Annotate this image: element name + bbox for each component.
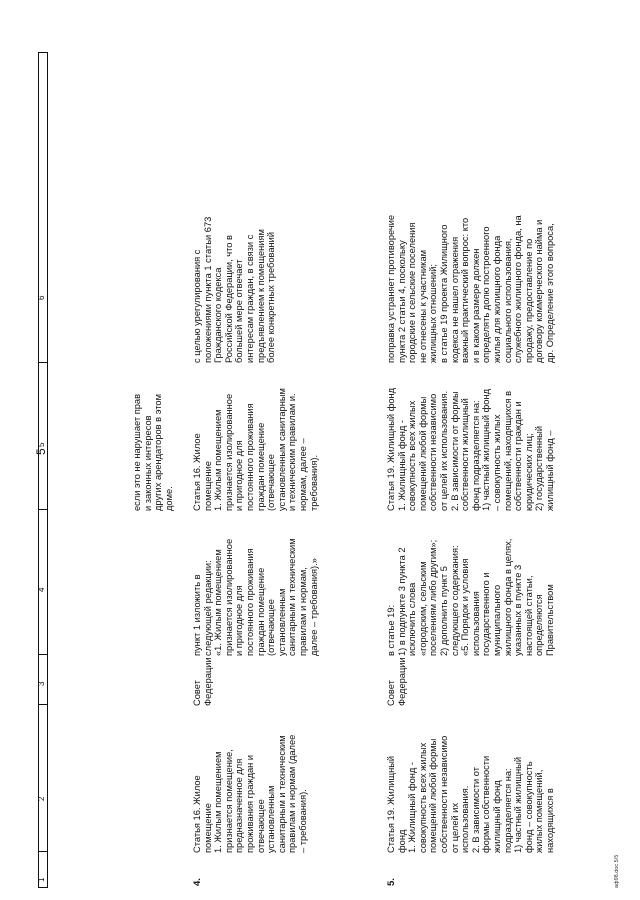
row-number: 5. bbox=[386, 878, 397, 886]
justification-text: поправка устраняет противоречие пункта 2 статьи 4, поскольку городские и сельские поселения не отнесены к участникам жилищных отношений; в статье 19 проекта Жилищного кодекса не нашел отражения важный практический вопрос: кто и в каком размере должен определять долю построенного жилья для жилищного фонда социального использования, служебного жилищного фонда, на продажу, предоставление по договору коммерческого найма и др. Определение этого вопроса, bbox=[386, 214, 555, 363]
column-number: 6 bbox=[37, 295, 46, 300]
column-cell-5 bbox=[37, 442, 47, 510]
column-number-row bbox=[38, 52, 48, 888]
new-text: Статья 16. Жилое помещение 1. Жилым помещением признается изолированное и пригодное для постоянного проживания граждан помещение (отвечающее установленным санитарным и техническим правилам и. нормам, далее – требования). bbox=[192, 388, 319, 511]
proposer: Совет Федерации bbox=[386, 657, 407, 706]
column-cell-4 bbox=[37, 587, 47, 655]
column-number: 1 bbox=[37, 877, 46, 882]
amendment-text: в статье 19: 1) в подпункте 3 пункта 2 исключить слова «городским, сельским поселениям либо другим»; 2) дополнить пункт 5 следующего содержания: «5. Порядок и условия использования государственного и муниципального жилищного фонда в целях, указанных в пункте 3 настоящей статьи, определяются Правительством bbox=[386, 538, 555, 656]
amendment-text: пункт 1 изложить в следующей редакции: «1. Жилым помещением признается изолированное и пригодное для постоянного проживания граждан помещение (отвечающее установленным санитарным и техническим правилам и нормам, далее – требования).» bbox=[192, 538, 319, 656]
document-footer: аф98.doc 5/5 bbox=[614, 854, 620, 888]
new-text: Статья 19. Жилищный фонд 1. Жилищный фонд - совокупность всех жилых помещений любой формы собственности независимо от целей их использования. 2. В зависимости от формы собственности жилищный фонд подразделяется на: 1) частный жилищный фонд – совокупность жилых помещений, находящихся в собственности граждан и юридических лиц; 2) государственный жилищный фонд – bbox=[386, 387, 555, 511]
justification-text: с целью урегулирования с положениями пункта 1 статьи 673 Гражданского кодекса Российской Федерации, что в большей мере отвечает интересам граждан, в связи с предъявлением к помещениям более конкретных требований bbox=[192, 216, 277, 363]
continued-text: если это не нарушает прав и законных интересов других арендаторов в этом доме. bbox=[132, 393, 174, 511]
column-number: 3 bbox=[37, 681, 46, 686]
column-cell-3 bbox=[37, 681, 47, 705]
column-number: 5 bbox=[37, 442, 46, 447]
original-text: Статья 16. Жилое помещение 1. Жилым помещением признается помещение, предназначенное для проживания граждан и отвечающее установленным санитарным и техническим правилам и нормам (далее – требования). bbox=[192, 734, 308, 853]
column-cell-6 bbox=[37, 295, 47, 363]
original-text: Статья 19. Жилищный фонд 1. Жилищный фонд - совокупность всех жилых помещений любой формы собственности независимо от целей их использования. 2. В зависимости от формы собственности жилищный фонд подразделяется на: 1) частный жилищный фонд – совокупность жилых помещений, находящихся в bbox=[386, 735, 555, 853]
column-number: 2 bbox=[37, 796, 46, 801]
row-number: 4. bbox=[192, 878, 203, 886]
page-number: 5 bbox=[34, 448, 48, 455]
column-cell-2 bbox=[37, 796, 47, 852]
proposer: Совет Федерации bbox=[192, 657, 213, 706]
column-number: 4 bbox=[37, 587, 46, 592]
